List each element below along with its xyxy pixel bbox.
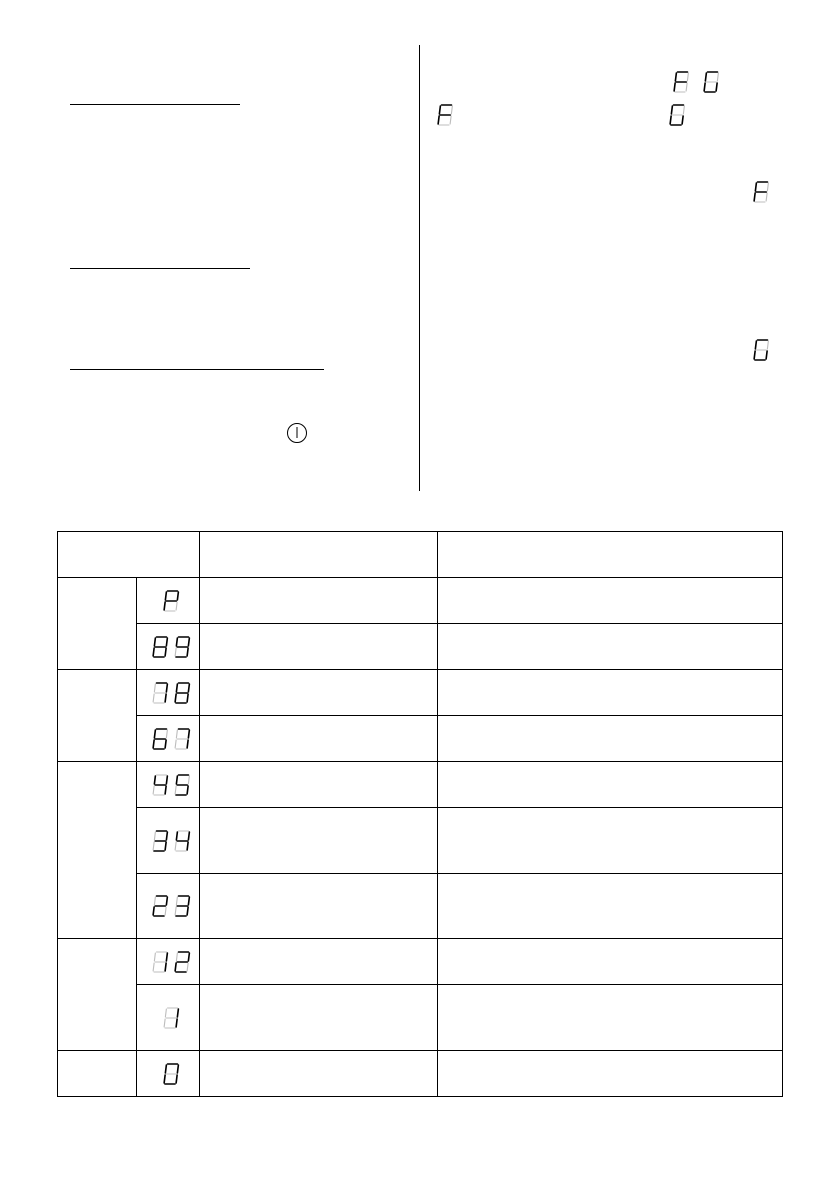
segment-e [438, 116, 439, 124]
table-cell [438, 939, 783, 985]
segment-b [177, 1009, 178, 1017]
table-cell [200, 624, 438, 670]
segment-f [154, 897, 155, 905]
header-cell [438, 532, 783, 578]
segment-b [687, 73, 688, 81]
heat-level-display [151, 681, 189, 705]
table-cell [438, 874, 783, 939]
segment-f [176, 638, 177, 646]
heat-level-display [151, 894, 189, 918]
segment-f [154, 953, 155, 961]
heading-underline-2 [70, 268, 250, 269]
display-cell [137, 578, 200, 624]
segment-f [165, 1065, 166, 1073]
segment-e [153, 963, 154, 971]
segment-f [154, 730, 155, 738]
table-cell [438, 578, 783, 624]
segment-f [755, 341, 756, 349]
table-row [58, 939, 783, 985]
segment-c [165, 648, 166, 656]
heat-level-display [151, 829, 189, 853]
group-cell [58, 939, 137, 1051]
segment-c [686, 83, 687, 91]
segment-e [175, 648, 176, 656]
segment-b [177, 1065, 178, 1073]
table-cell [438, 1051, 783, 1097]
segment-b [188, 638, 189, 646]
segment-f [176, 684, 177, 692]
segment-c [187, 740, 188, 748]
display-cell [137, 762, 200, 808]
segment-f [154, 638, 155, 646]
column-divider [419, 45, 420, 491]
segment-e [153, 907, 154, 915]
table-row [58, 874, 783, 939]
display-cell [137, 808, 200, 874]
table-cell [200, 808, 438, 874]
group-cell [58, 670, 137, 762]
table-cell [438, 670, 783, 716]
table-cell [200, 670, 438, 716]
segment-c [766, 351, 767, 359]
segment-e [153, 694, 154, 702]
heat-settings-table [57, 531, 783, 1097]
table-row [58, 808, 783, 874]
segment-f [705, 73, 706, 81]
segment-c [165, 740, 166, 748]
segment-f [154, 776, 155, 784]
segment-e [175, 740, 176, 748]
segment-f [439, 106, 440, 114]
table-row [58, 716, 783, 762]
segment-e [153, 842, 154, 850]
segment-f [176, 832, 177, 840]
power-on-icon [287, 423, 307, 443]
display-glyph-f-3 [752, 180, 770, 206]
segment-c [187, 694, 188, 702]
heat-level-display [151, 950, 189, 974]
segment-f [176, 897, 177, 905]
group-cell [58, 578, 137, 670]
display-cell [137, 1051, 200, 1097]
segment-e [175, 694, 176, 702]
display-glyph-f-2 [436, 103, 454, 129]
heat-level-display [151, 635, 189, 659]
display-glyph-f-1 [672, 70, 690, 96]
segment-e [175, 842, 176, 850]
table-cell [200, 762, 438, 808]
heat-level-display [162, 1006, 178, 1030]
display-glyph-g-2 [668, 103, 686, 129]
segment-e [164, 1075, 165, 1083]
display-glyph-g-3 [752, 338, 770, 364]
segment-b [188, 730, 189, 738]
heat-level-display [162, 1062, 178, 1086]
heat-level-display [151, 773, 189, 797]
segment-f [755, 183, 756, 191]
segment-f [165, 592, 166, 600]
table-cell [438, 808, 783, 874]
table-cell [200, 1051, 438, 1097]
table-cell [438, 716, 783, 762]
segment-c [766, 193, 767, 201]
display-cell [137, 874, 200, 939]
segment-e [670, 116, 671, 124]
segment-c [165, 842, 166, 850]
segment-e [175, 907, 176, 915]
segment-b [166, 776, 167, 784]
segment-e [153, 648, 154, 656]
table-header-row [58, 532, 783, 578]
segment-b [166, 684, 167, 692]
segment-c [165, 694, 166, 702]
segment-b [166, 832, 167, 840]
segment-c [682, 116, 683, 124]
table-cell [200, 874, 438, 939]
segment-c [176, 1075, 177, 1083]
segment-c [187, 963, 188, 971]
segment-e [754, 193, 755, 201]
segment-b [188, 897, 189, 905]
segment-b [188, 776, 189, 784]
table-cell [438, 624, 783, 670]
segment-c [716, 83, 717, 91]
segment-b [188, 684, 189, 692]
segment-b [166, 730, 167, 738]
table-row [58, 670, 783, 716]
segment-e [164, 1019, 165, 1027]
table-cell [200, 716, 438, 762]
table-cell [438, 762, 783, 808]
segment-e [175, 963, 176, 971]
segment-b [166, 638, 167, 646]
segment-b [717, 73, 718, 81]
segment-c [187, 786, 188, 794]
table-row [58, 624, 783, 670]
segment-b [767, 183, 768, 191]
segment-b [767, 341, 768, 349]
segment-f [154, 832, 155, 840]
segment-f [675, 73, 676, 81]
table-row [58, 762, 783, 808]
display-cell [137, 939, 200, 985]
segment-e [754, 351, 755, 359]
heading-underline-1 [70, 104, 240, 105]
segment-c [187, 842, 188, 850]
heat-level-display [162, 589, 178, 613]
segment-c [165, 963, 166, 971]
segment-c [165, 907, 166, 915]
segment-b [683, 106, 684, 114]
segment-f [176, 953, 177, 961]
group-cell [58, 762, 137, 939]
segment-e [704, 83, 705, 91]
heading-underline-3 [70, 369, 324, 370]
heat-level-display [151, 727, 189, 751]
table-cell [200, 939, 438, 985]
segment-c [176, 602, 177, 610]
display-cell [137, 716, 200, 762]
segment-b [166, 897, 167, 905]
table-row [58, 578, 783, 624]
segment-f [154, 684, 155, 692]
segment-b [451, 106, 452, 114]
display-cell [137, 670, 200, 716]
table-row [58, 1051, 783, 1097]
segment-c [450, 116, 451, 124]
display-cell [137, 624, 200, 670]
segment-f [176, 776, 177, 784]
display-cell [137, 985, 200, 1051]
group-cell [58, 1051, 137, 1097]
header-cell [200, 532, 438, 578]
segment-c [176, 1019, 177, 1027]
segment-e [175, 786, 176, 794]
table-cell [200, 578, 438, 624]
segment-b [188, 832, 189, 840]
header-cell [58, 532, 200, 578]
segment-c [187, 648, 188, 656]
segment-e [153, 740, 154, 748]
table-cell [200, 985, 438, 1051]
segment-b [177, 592, 178, 600]
segment-e [164, 602, 165, 610]
table-cell [438, 985, 783, 1051]
table-row [58, 985, 783, 1051]
segment-e [674, 83, 675, 91]
display-glyph-g-1 [702, 70, 720, 96]
segment-f [165, 1009, 166, 1017]
segment-b [166, 953, 167, 961]
segment-c [187, 907, 188, 915]
segment-b [188, 953, 189, 961]
segment-c [165, 786, 166, 794]
segment-f [176, 730, 177, 738]
segment-e [153, 786, 154, 794]
segment-f [671, 106, 672, 114]
